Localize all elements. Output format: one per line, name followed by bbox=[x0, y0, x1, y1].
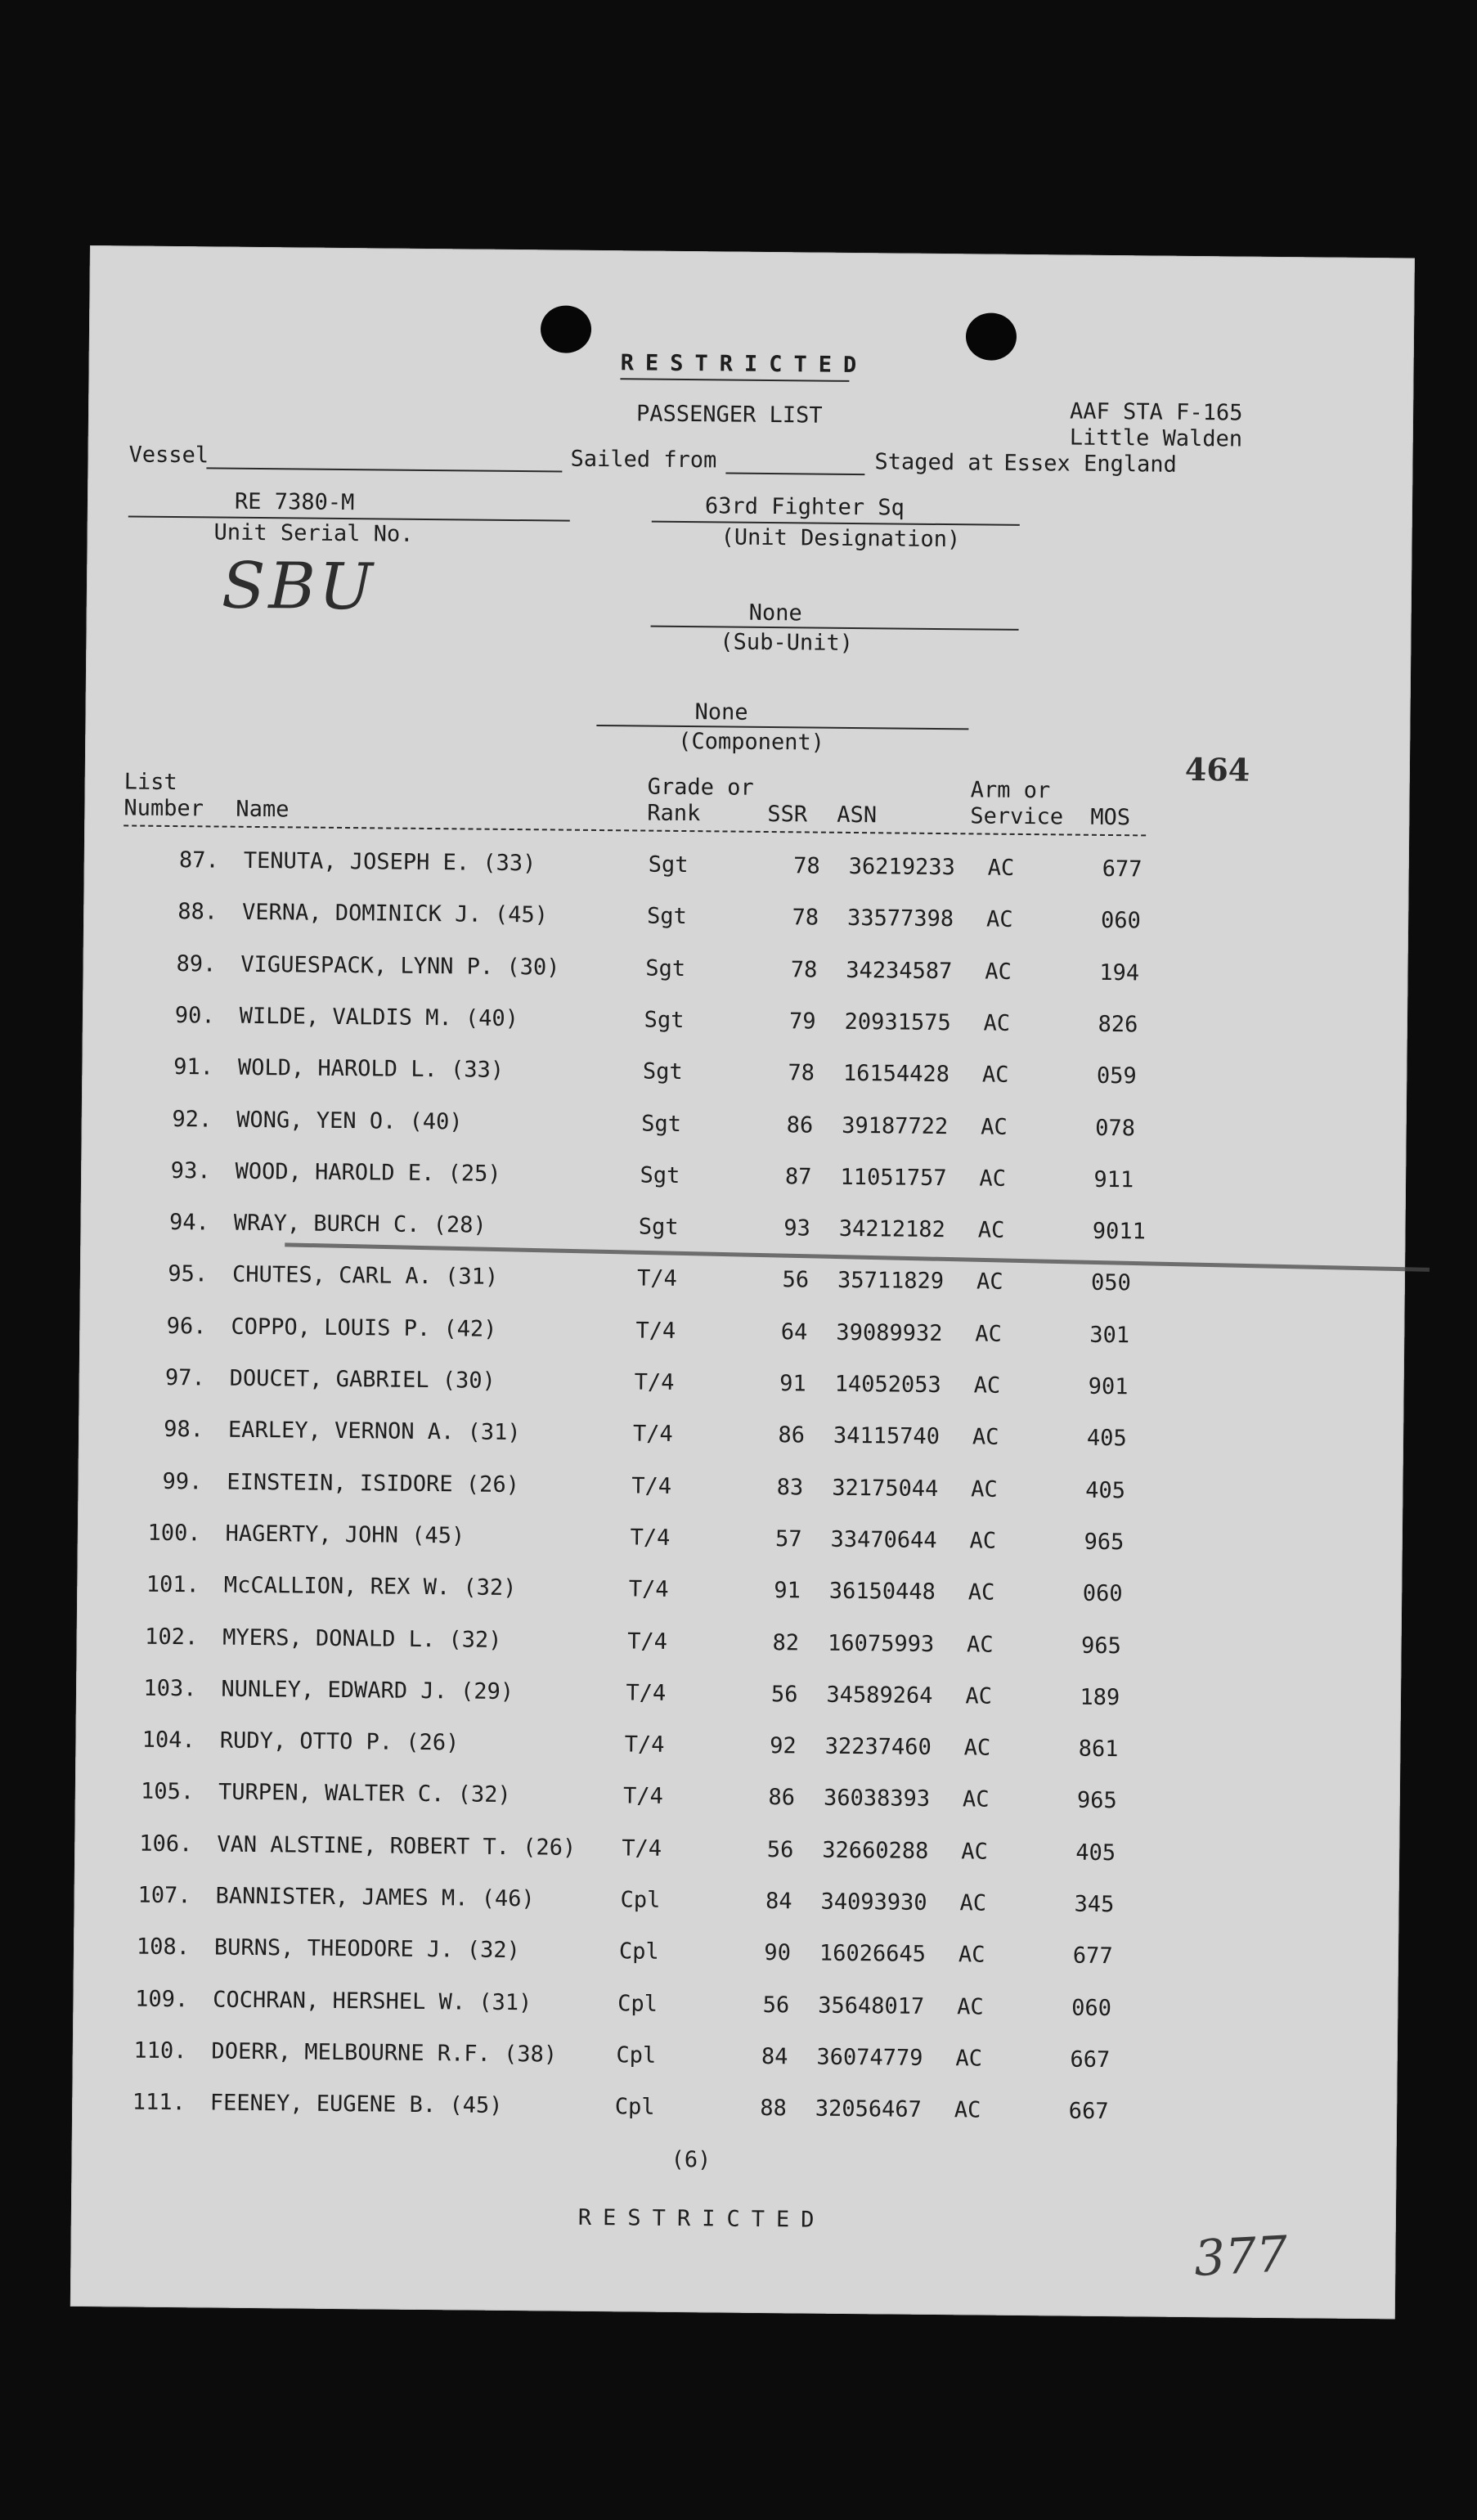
asn: 39089932 bbox=[836, 1319, 943, 1347]
passenger-name: RUDY, OTTO P. (26) bbox=[219, 1727, 460, 1756]
asn: 16075993 bbox=[827, 1630, 935, 1657]
ssr: 84 bbox=[761, 2043, 788, 2070]
list-number: 109. bbox=[135, 1986, 189, 2013]
arm-or-service: AC bbox=[957, 1994, 984, 2020]
table-row bbox=[8, 1519, 1333, 1565]
passenger-name: NUNLEY, EDWARD J. (29) bbox=[221, 1676, 514, 1705]
mos: 060 bbox=[1071, 1995, 1112, 2022]
list-number: 97. bbox=[164, 1364, 205, 1391]
passenger-name: MYERS, DONALD L. (32) bbox=[222, 1624, 502, 1653]
table-row bbox=[24, 950, 1349, 995]
list-number: 96. bbox=[166, 1313, 207, 1340]
table-row bbox=[16, 1260, 1340, 1305]
mos: 189 bbox=[1080, 1684, 1120, 1711]
grade: T/4 bbox=[636, 1265, 678, 1291]
asn: 36150448 bbox=[828, 1578, 936, 1605]
grade: Cpl bbox=[614, 2094, 655, 2120]
asn: 16154428 bbox=[842, 1060, 950, 1088]
station-line-3: Essex England bbox=[1003, 450, 1177, 478]
col-list-number-2: Number bbox=[123, 795, 204, 822]
passenger-name: DOUCET, GABRIEL (30) bbox=[229, 1365, 496, 1394]
list-number: 100. bbox=[147, 1520, 201, 1547]
passenger-name: WOLD, HAROLD L. (33) bbox=[237, 1054, 505, 1083]
ssr: 56 bbox=[770, 1682, 798, 1708]
mos: 194 bbox=[1099, 959, 1140, 986]
ssr: 92 bbox=[770, 1733, 797, 1759]
asn: 34115740 bbox=[833, 1422, 941, 1450]
ssr: 86 bbox=[778, 1422, 806, 1449]
list-number: 102. bbox=[144, 1624, 199, 1651]
list-number: 95. bbox=[168, 1260, 209, 1287]
grade: Sgt bbox=[644, 1007, 685, 1034]
arm-or-service: AC bbox=[955, 2046, 983, 2072]
sub-unit-value: None bbox=[748, 600, 802, 627]
mos: 405 bbox=[1086, 1425, 1127, 1452]
mos: 060 bbox=[1100, 907, 1141, 934]
arm-or-service: AC bbox=[959, 1890, 987, 1916]
ssr: 56 bbox=[766, 1837, 794, 1863]
arm-or-service: AC bbox=[963, 1735, 991, 1761]
table-row bbox=[27, 846, 1352, 892]
passenger-name: TENUTA, JOSEPH E. (33) bbox=[243, 847, 536, 877]
col-arm-2: Service bbox=[970, 803, 1064, 830]
sub-unit-label: (Sub-Unit) bbox=[720, 629, 854, 656]
col-grade-1: Grade or bbox=[647, 774, 754, 801]
ssr: 88 bbox=[760, 2095, 787, 2122]
table-row bbox=[0, 2088, 1318, 2134]
list-number: 111. bbox=[132, 2089, 186, 2116]
list-number: 105. bbox=[140, 1778, 195, 1805]
grade: T/4 bbox=[634, 1369, 675, 1395]
handwritten-code: SBU bbox=[221, 549, 376, 625]
arm-or-service: AC bbox=[962, 1786, 990, 1813]
table-row bbox=[17, 1208, 1342, 1254]
arm-or-service: AC bbox=[973, 1372, 1001, 1399]
mos: 826 bbox=[1098, 1011, 1138, 1038]
table-row bbox=[20, 1105, 1345, 1151]
passenger-name: WRAY, BURCH C. (28) bbox=[233, 1210, 487, 1238]
list-number: 108. bbox=[136, 1934, 191, 1961]
list-number: 106. bbox=[139, 1830, 193, 1857]
list-number: 110. bbox=[133, 2037, 187, 2064]
passenger-name: CHUTES, CARL A. (31) bbox=[231, 1261, 499, 1290]
grade: T/4 bbox=[626, 1680, 667, 1706]
arm-or-service: AC bbox=[969, 1528, 997, 1554]
table-row bbox=[10, 1467, 1335, 1513]
col-list-number-1: List bbox=[123, 769, 177, 796]
unit-serial-value: RE 7380-M bbox=[234, 488, 355, 516]
arm-or-service: AC bbox=[987, 855, 1015, 881]
arm-or-service: AC bbox=[976, 1269, 1003, 1295]
list-number: 91. bbox=[173, 1054, 214, 1080]
grade: T/4 bbox=[628, 1576, 669, 1602]
grade: Sgt bbox=[646, 903, 687, 930]
grade: T/4 bbox=[630, 1525, 671, 1551]
mos: 9011 bbox=[1092, 1218, 1146, 1245]
mos: 050 bbox=[1090, 1269, 1132, 1296]
vessel-label: Vessel bbox=[128, 442, 209, 469]
list-number: 89. bbox=[176, 951, 217, 977]
table-row bbox=[0, 1830, 1325, 1875]
passenger-name: EINSTEIN, ISIDORE (26) bbox=[227, 1469, 520, 1498]
grade: Cpl bbox=[620, 1887, 661, 1913]
restricted-header: RESTRICTED bbox=[620, 350, 869, 379]
table-row bbox=[0, 1985, 1321, 2031]
passenger-list-document bbox=[70, 245, 1415, 2319]
passenger-name: VERNA, DOMINICK J. (45) bbox=[241, 899, 549, 928]
grade: Sgt bbox=[645, 955, 686, 982]
grade: Sgt bbox=[640, 1162, 680, 1188]
unit-designation-label: (Unit Designation) bbox=[721, 524, 961, 553]
asn: 34212182 bbox=[838, 1215, 946, 1243]
grade: Sgt bbox=[638, 1214, 679, 1240]
passenger-name: VIGUESPACK, LYNN P. (30) bbox=[240, 951, 560, 981]
table-row bbox=[6, 1623, 1331, 1669]
unit-designation-value: 63rd Fighter Sq bbox=[704, 493, 905, 521]
asn: 36074779 bbox=[816, 2044, 923, 2071]
mos: 965 bbox=[1076, 1787, 1117, 1814]
mos: 911 bbox=[1093, 1166, 1134, 1193]
mos: 677 bbox=[1102, 856, 1143, 883]
ssr: 64 bbox=[780, 1319, 808, 1345]
ssr: 91 bbox=[779, 1371, 806, 1397]
handwritten-page-ref: 464 bbox=[1184, 750, 1250, 788]
passenger-name: WONG, YEN O. (40) bbox=[236, 1107, 463, 1135]
station-line-1: AAF STA F-165 bbox=[1069, 398, 1243, 426]
asn: 32660288 bbox=[822, 1837, 929, 1864]
col-mos: MOS bbox=[1090, 804, 1131, 831]
col-grade-2: Rank bbox=[647, 800, 701, 827]
list-number: 98. bbox=[164, 1416, 204, 1443]
ssr: 86 bbox=[768, 1785, 796, 1811]
document-title: PASSENGER LIST bbox=[635, 401, 823, 429]
grade: Cpl bbox=[617, 1991, 658, 2017]
mos: 059 bbox=[1096, 1062, 1137, 1089]
restricted-footer: RESTRICTED bbox=[577, 2204, 826, 2233]
arm-or-service: AC bbox=[958, 1942, 985, 1968]
grade: Cpl bbox=[616, 2042, 657, 2069]
list-number: 94. bbox=[168, 1209, 209, 1236]
table-row bbox=[22, 1001, 1347, 1047]
arm-or-service: AC bbox=[977, 1217, 1005, 1243]
mos: 060 bbox=[1082, 1580, 1123, 1607]
ssr: 78 bbox=[790, 957, 818, 983]
asn: 34589264 bbox=[826, 1682, 933, 1709]
asn: 35648017 bbox=[818, 1992, 925, 2019]
arm-or-service: AC bbox=[954, 2097, 981, 2123]
arm-or-service: AC bbox=[971, 1476, 998, 1503]
table-row bbox=[14, 1312, 1339, 1358]
handwritten-folio: 377 bbox=[1192, 2226, 1290, 2288]
arm-or-service: AC bbox=[967, 1579, 995, 1606]
unit-serial-label: Unit Serial No. bbox=[213, 519, 414, 547]
punch-hole-right bbox=[966, 312, 1017, 361]
asn: 14052053 bbox=[834, 1371, 941, 1399]
grade: Cpl bbox=[618, 1938, 659, 1965]
component-value: None bbox=[694, 699, 748, 725]
mos: 901 bbox=[1088, 1373, 1129, 1400]
table-row bbox=[2, 1777, 1327, 1823]
mos: 965 bbox=[1080, 1633, 1122, 1660]
list-number: 99. bbox=[162, 1468, 203, 1495]
asn: 32175044 bbox=[832, 1475, 939, 1503]
arm-or-service: AC bbox=[985, 959, 1012, 985]
grade: T/4 bbox=[626, 1628, 668, 1655]
arm-or-service: AC bbox=[981, 1114, 1008, 1140]
passenger-name: FEENEY, EUGENE B. (45) bbox=[209, 2090, 503, 2118]
grade: Sgt bbox=[642, 1058, 683, 1085]
passenger-name: McCALLION, REX W. (32) bbox=[223, 1572, 517, 1601]
arm-or-service: AC bbox=[983, 1010, 1011, 1036]
asn: 33577398 bbox=[846, 905, 954, 932]
asn: 34093930 bbox=[820, 1889, 927, 1916]
mos: 405 bbox=[1075, 1839, 1116, 1866]
arm-or-service: AC bbox=[961, 1839, 988, 1865]
ssr: 56 bbox=[782, 1267, 810, 1293]
ssr: 91 bbox=[774, 1578, 801, 1604]
grade: T/4 bbox=[631, 1473, 672, 1499]
passenger-name: HAGERTY, JOHN (45) bbox=[225, 1521, 465, 1549]
ssr: 79 bbox=[788, 1008, 816, 1035]
arm-or-service: AC bbox=[981, 1062, 1009, 1088]
staged-at-label: Staged at bbox=[874, 449, 994, 476]
grade: T/4 bbox=[622, 1835, 662, 1862]
asn: 36219233 bbox=[848, 853, 955, 881]
arm-or-service: AC bbox=[979, 1166, 1007, 1192]
grade: T/4 bbox=[632, 1421, 673, 1447]
grade: T/4 bbox=[624, 1732, 665, 1758]
asn: 39187722 bbox=[842, 1112, 949, 1140]
arm-or-service: AC bbox=[985, 906, 1013, 932]
asn: 11051757 bbox=[840, 1164, 947, 1192]
asn: 16026645 bbox=[819, 1940, 927, 1967]
grade: Sgt bbox=[648, 851, 689, 878]
asn: 35711829 bbox=[837, 1267, 945, 1295]
list-number: 103. bbox=[143, 1675, 197, 1702]
ssr: 87 bbox=[784, 1164, 812, 1190]
ssr: 78 bbox=[792, 905, 819, 931]
asn: 33470644 bbox=[830, 1526, 937, 1554]
col-name: Name bbox=[236, 796, 290, 823]
list-number: 104. bbox=[141, 1727, 195, 1754]
list-number: 101. bbox=[146, 1571, 200, 1598]
mos: 965 bbox=[1084, 1529, 1125, 1556]
ssr: 90 bbox=[764, 1940, 792, 1966]
table-row bbox=[11, 1415, 1336, 1461]
ssr: 78 bbox=[793, 853, 820, 879]
ssr: 56 bbox=[762, 1992, 790, 2019]
list-number: 92. bbox=[172, 1107, 213, 1133]
grade: Sgt bbox=[641, 1111, 682, 1137]
table-row bbox=[21, 1053, 1346, 1098]
mos: 667 bbox=[1070, 2046, 1111, 2073]
mos: 677 bbox=[1072, 1943, 1113, 1970]
passenger-name: WILDE, VALDIS M. (40) bbox=[239, 1003, 519, 1032]
mos: 405 bbox=[1085, 1477, 1126, 1504]
ssr: 93 bbox=[783, 1215, 810, 1242]
passenger-name: TURPEN, WALTER C. (32) bbox=[218, 1779, 511, 1808]
sailed-from-label: Sailed from bbox=[570, 446, 717, 474]
col-asn: ASN bbox=[837, 802, 878, 829]
grade: T/4 bbox=[635, 1318, 676, 1344]
list-number: 88. bbox=[177, 899, 218, 925]
mos: 345 bbox=[1074, 1891, 1115, 1918]
asn: 32237460 bbox=[824, 1733, 932, 1760]
col-arm-1: Arm or bbox=[970, 777, 1051, 804]
passenger-name: COCHRAN, HERSHEL W. (31) bbox=[213, 1987, 532, 2016]
mos: 301 bbox=[1089, 1322, 1130, 1349]
ssr: 84 bbox=[765, 1889, 792, 1915]
ssr: 82 bbox=[772, 1630, 800, 1656]
ssr: 78 bbox=[788, 1060, 815, 1086]
station-line-2: Little Walden bbox=[1069, 424, 1243, 452]
table-row bbox=[18, 1157, 1343, 1202]
punch-hole-left bbox=[541, 305, 592, 353]
passenger-name: BURNS, THEODORE J. (32) bbox=[213, 1934, 520, 1964]
table-row bbox=[25, 897, 1350, 943]
passenger-name: DOERR, MELBOURNE R.F. (38) bbox=[211, 2038, 558, 2068]
list-number: 87. bbox=[178, 847, 219, 874]
mos: 861 bbox=[1078, 1736, 1119, 1763]
ssr: 83 bbox=[776, 1475, 804, 1501]
passenger-name: VAN ALSTINE, ROBERT T. (26) bbox=[217, 1831, 577, 1861]
table-row bbox=[3, 1726, 1328, 1772]
passenger-name: COPPO, LOUIS P. (42) bbox=[231, 1314, 497, 1342]
table-row bbox=[0, 1881, 1324, 1927]
component-label: (Component) bbox=[678, 728, 825, 756]
table-row bbox=[0, 1933, 1322, 1979]
list-number: 107. bbox=[137, 1882, 191, 1909]
asn: 32056467 bbox=[815, 2096, 922, 2122]
asn: 36038393 bbox=[823, 1785, 931, 1812]
table-row bbox=[7, 1570, 1332, 1616]
page-number: (6) bbox=[671, 2146, 712, 2173]
table-row bbox=[0, 2037, 1320, 2082]
table-row bbox=[4, 1674, 1329, 1720]
table-row bbox=[12, 1363, 1337, 1409]
arm-or-service: AC bbox=[972, 1424, 999, 1450]
list-number: 93. bbox=[170, 1158, 211, 1184]
asn: 34234587 bbox=[846, 957, 953, 985]
ssr: 57 bbox=[774, 1526, 802, 1552]
grade: T/4 bbox=[622, 1783, 663, 1809]
passenger-name: BANNISTER, JAMES M. (46) bbox=[215, 1883, 535, 1912]
arm-or-service: AC bbox=[965, 1683, 993, 1709]
mos: 078 bbox=[1095, 1115, 1136, 1142]
col-ssr: SSR bbox=[767, 801, 808, 828]
arm-or-service: AC bbox=[966, 1632, 994, 1658]
list-number: 90. bbox=[174, 1003, 215, 1029]
arm-or-service: AC bbox=[975, 1321, 1003, 1347]
passenger-name: EARLEY, VERNON A. (31) bbox=[227, 1417, 521, 1446]
mos: 667 bbox=[1068, 2098, 1109, 2125]
ssr: 86 bbox=[786, 1112, 814, 1139]
asn: 20931575 bbox=[844, 1008, 951, 1036]
passenger-name: WOOD, HAROLD E. (25) bbox=[235, 1158, 501, 1187]
